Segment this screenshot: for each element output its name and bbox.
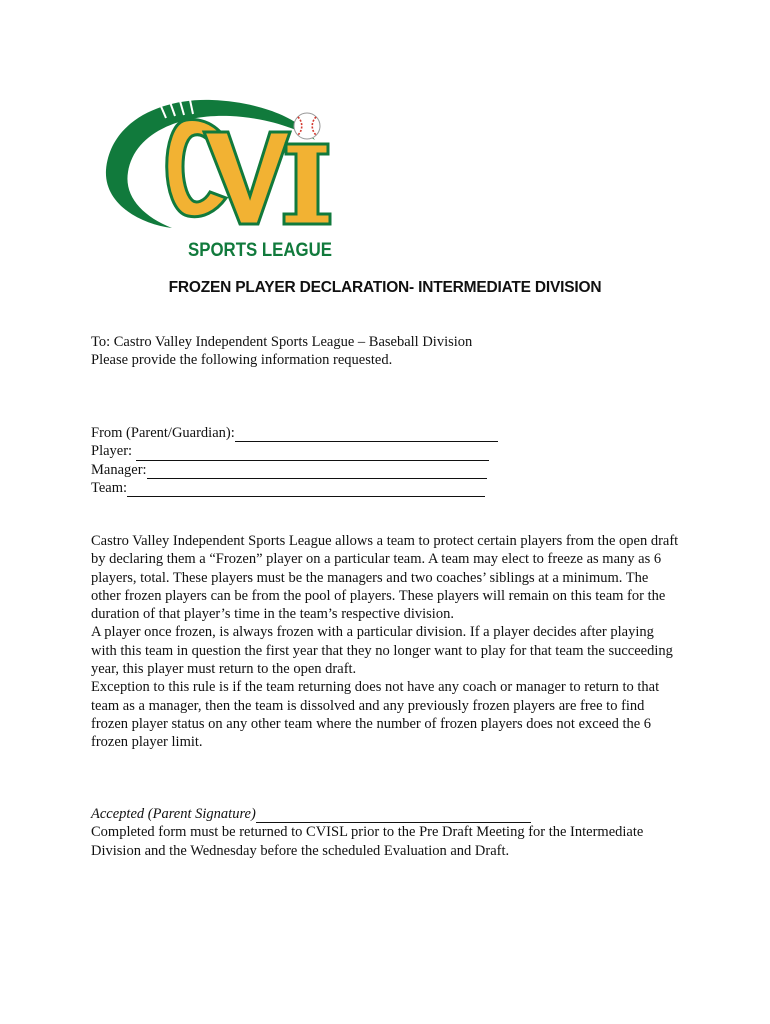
form-fields — [91, 424, 498, 497]
field-player — [91, 442, 498, 460]
field-manager — [91, 461, 498, 479]
policy-paragraph: Exception to this rule is if the team returning does not have any coach or manager to return to that team as a manager, then the team is dissolved and any previously frozen players are free to find frozen player status on any other team where the number of frozen players does not exceed the 6 frozen player limit. — [91, 679, 660, 751]
logo-letter-v — [204, 132, 290, 224]
to-line: To: Castro Valley Independent Sports League – Baseball Division — [91, 334, 473, 350]
field-label: From (Parent/Guardian): — [91, 425, 235, 441]
field-label: Player: — [91, 443, 136, 460]
logo-letter-i — [284, 144, 330, 224]
policy-text — [91, 532, 681, 752]
player-blank[interactable] — [136, 447, 489, 461]
field-signature — [91, 805, 681, 823]
field-parent-guardian — [91, 424, 498, 442]
policy-paragraph: Castro Valley Independent Sports League allows a team to protect certain players from the open draft by declaring them a “Frozen” player on a particular team. A team may elect to freeze as many as 6 players, total. These players must be the managers and two coaches’ siblings at a minimum. The other frozen players can be from the pool of players. These players will remain on this team for the duration of that player’s time in the team’s respective division. — [91, 533, 679, 623]
logo-caption: SPORTS LEAGUE — [188, 240, 332, 261]
signature-blank[interactable] — [256, 809, 531, 823]
team-blank[interactable] — [127, 483, 485, 497]
cvi-sports-league-logo — [100, 92, 350, 264]
intro-block — [91, 333, 472, 370]
field-team — [91, 479, 498, 497]
baseball-icon — [294, 113, 320, 139]
document-title: FROZEN PLAYER DECLARATION- INTERMEDIATE DIVISION — [168, 279, 602, 296]
field-label: Team: — [91, 479, 128, 496]
policy-paragraph: A player once frozen, is always frozen with a particular division. If a player decides after playing with this team in question the first year that they no longer want to play for that team the succeeding year, this player must return to the open draft. — [91, 624, 673, 678]
field-label: Manager: — [91, 461, 147, 478]
request-line: Please provide the following information requested. — [91, 352, 393, 369]
signature-label: Accepted (Parent Signature) — [91, 806, 256, 822]
parent-guardian-blank[interactable] — [235, 428, 498, 442]
manager-blank[interactable] — [147, 465, 487, 479]
signature-block — [91, 805, 681, 860]
submission-note: Completed form must be returned to CVISL prior to the Pre Draft Meeting for the Intermediate Division and the Wednesday before the scheduled Evaluation and Draft. — [91, 824, 644, 859]
